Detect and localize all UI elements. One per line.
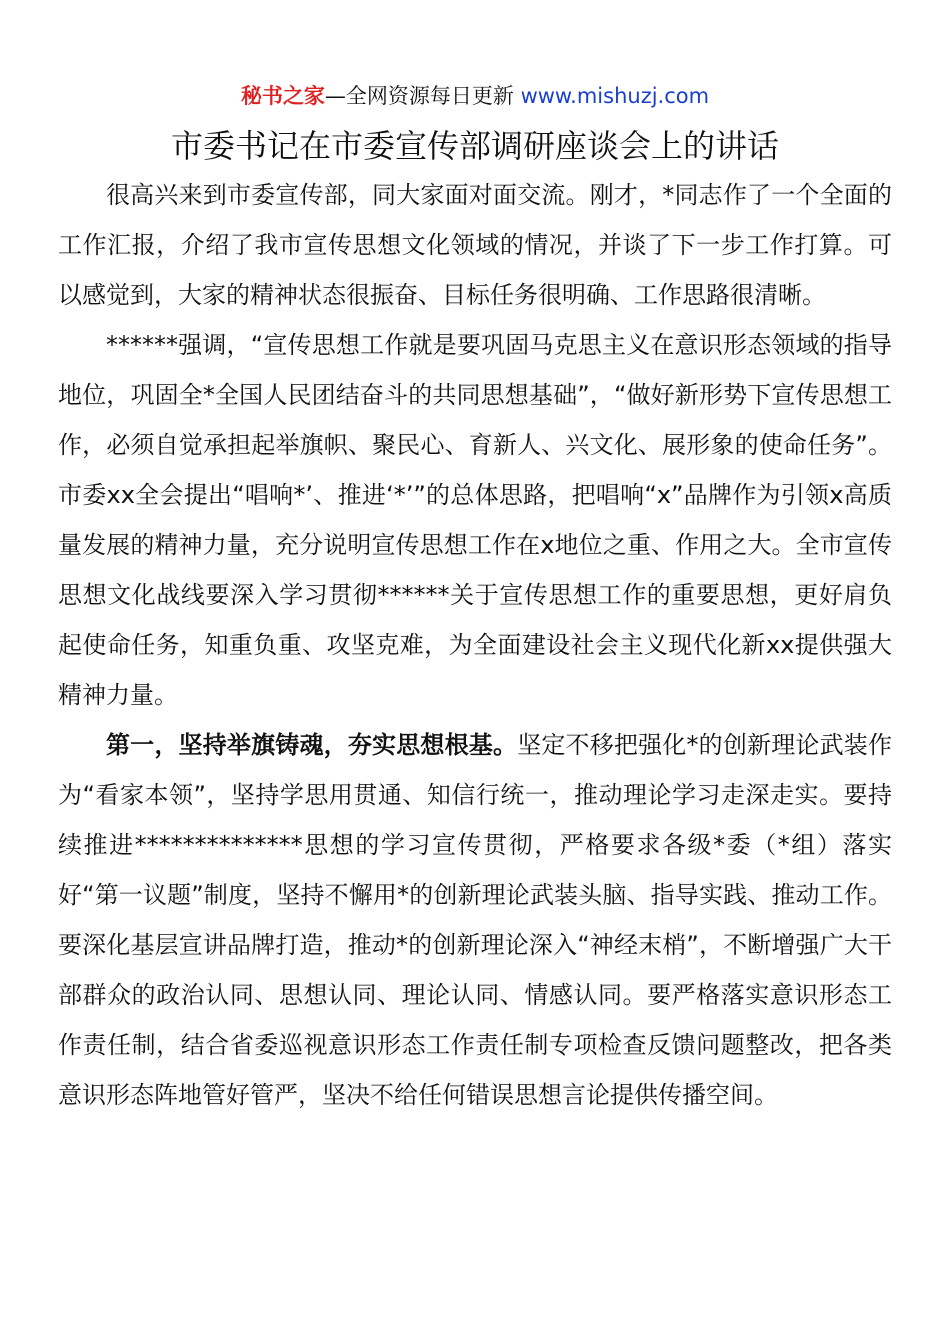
banner-brand: 秘书之家: [240, 84, 325, 108]
document-body: [58, 170, 892, 1120]
banner-tagline: —全网资源每日更新: [324, 84, 521, 108]
site-banner: [0, 80, 950, 112]
paragraph-2: [58, 320, 892, 720]
paragraph-lead: 第一，坚持举旗铸魂，夯实思想根基。: [106, 731, 518, 759]
paragraph-text: 坚定不移把强化*的创新理论武装作为“看家本领”，坚持学思用贯通、知信行统一，推动理论学习走深走实。要持续推进**************思想的学习宣传贯彻，严格要求各级*委（*组）落实好“第一议题”制度，坚持不懈用*的创新理论武装头脑、指导实践、推动工作。要深化基层宣讲品牌打造，推动*的创新理论深入“神经末梢”，不断增强广大干部群众的政治认同、思想认同、理论认同、情感认同。要严格落实意识形态工作责任制，结合省委巡视意识形态工作责任制专项检查反馈问题整改，把各类意识形态阵地管好管严，坚决不给任何错误思想言论提供传播空间。: [58, 731, 892, 1109]
paragraph-1: [58, 170, 892, 320]
banner-url[interactable]: www.mishuzj.com: [520, 84, 710, 108]
document-title: 市委书记在市委宣传部调研座谈会上的讲话: [170, 127, 779, 165]
paragraph-text: ******强调，“宣传思想工作就是要巩固马克思主义在意识形态领域的指导地位，巩固全*全国人民团结奋斗的共同思想基础”，“做好新形势下宣传思想工作，必须自觉承担起举旗帜、聚民心、育新人、兴文化、展形象的使命任务”。市委xx全会提出“唱响*’、推进‘*’”的总体思路，把唱响“x”品牌作为引领x高质量发展的精神力量，充分说明宣传思想工作在x地位之重、作用之大。全市宣传思想文化战线要深入学习贯彻******关于宣传思想工作的重要思想，更好肩负起使命任务，知重负重、攻坚克难，为全面建设社会主义现代化新xx提供强大精神力量。: [58, 331, 892, 709]
paragraph-text: 很高兴来到市委宣传部，同大家面对面交流。刚才，*同志作了一个全面的工作汇报，介绍了我市宣传思想文化领域的情况，并谈了下一步工作打算。可以感觉到，大家的精神状态很振奋、目标任务很明确、工作思路很清晰。: [58, 181, 892, 309]
paragraph-3: [58, 720, 892, 1120]
